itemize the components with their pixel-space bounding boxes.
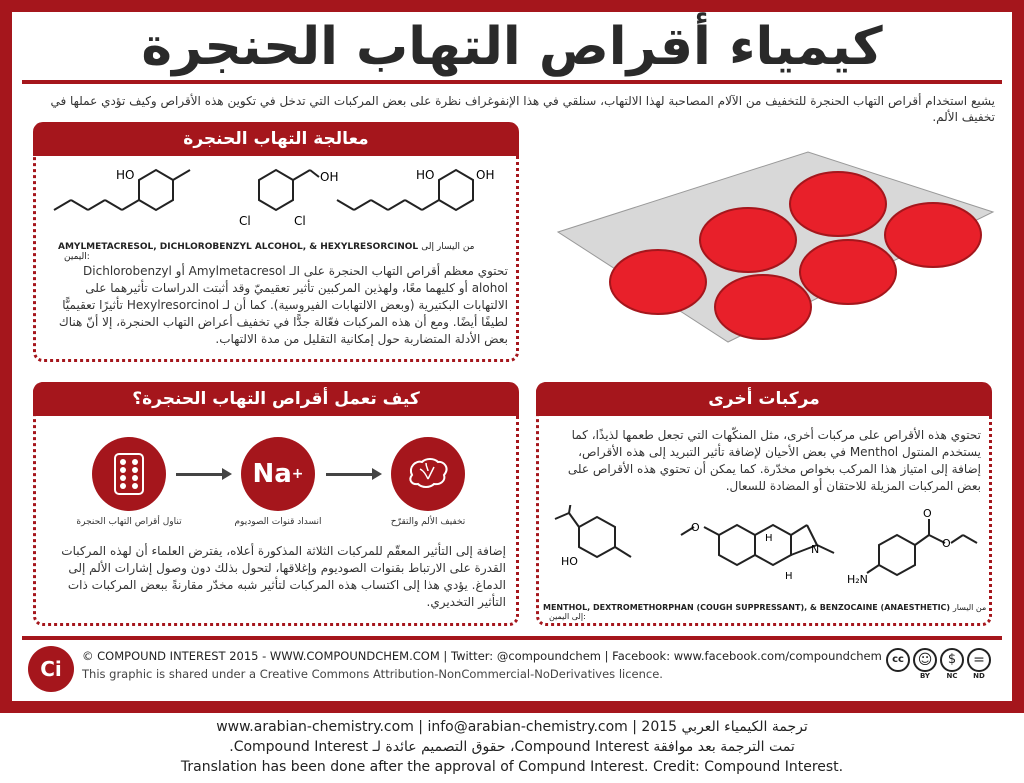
nc-icon: $ NC: [940, 648, 964, 680]
chem-label-cl: Cl: [239, 214, 251, 228]
other-caption-ar: من اليسار إلى اليمين:: [549, 603, 987, 621]
footer-copyright: © COMPOUND INTEREST 2015 - WWW.COMPOUNDCHEM.COM | Twitter: @compoundchem | Facebook: www.facebook.com/compoundchem: [82, 649, 882, 663]
na-superscript: +: [291, 466, 304, 482]
compound-interest-logo: Ci: [28, 646, 74, 692]
chem-label-h2n: H₂N: [847, 573, 868, 586]
arrow-icon-2: [326, 473, 374, 476]
how-panel-title: كيف تعمل أقراص التهاب الحنجرة؟: [33, 382, 519, 416]
cc-badge: cc: [886, 648, 910, 672]
treatment-text: تحتوي معظم أقراص التهاب الحنجرة على الـ Amylmetacresol أو Dichlorobenzyl alohol أو كليهما معًا، ولهذين المركبين تأثير تعقيميّ وقد أثبتت الدراسات تأثيرهما على الالتهابات البكتيرية (وبعض الالتهابات الفيروسية). كما أن لـ Hexylresorcinol تأثيرًا تعقيميًّا لطيفًا أيضًا. ومع أن هذه المركبات فعّالة جدًّا في تخفيف أعراض التهاب الحنجرة، إلا أنّ هناك بعض الأدلة المتضاربة حول إمكانية التقليل من مدة الالتهاب.: [58, 264, 508, 346]
chem-label-cl-2: Cl: [294, 214, 306, 228]
chem-label-h: H: [765, 533, 773, 544]
treatment-caption: [58, 242, 498, 262]
other-molecules: [549, 505, 979, 587]
chem-label-menthol-ho: HO: [561, 555, 578, 568]
other-panel: [536, 382, 992, 626]
brain-icon: [391, 437, 465, 511]
other-text: تحتوي هذه الأقراص على مركبات أخرى، مثل المنكّهات التي تجعل طعمها لذيذًا، كما يستخدم المنتول Menthol في بعض الأحيان لإضافة تأثير التبريد إلى هذه الأقراص، إضافة إلى امتياز هذا المركب بخواص مخدّرة. كما يمكن أن تحتوي هذه الأقراص على بعض المركبات المزيلة للاحتقان أو المضادة للسعال.: [567, 428, 981, 493]
by-label: BY: [919, 672, 931, 680]
credit-line-2: تمت الترجمة بعد موافقة Compound Interest، حقوق التصميم عائدة لـ Compound Interest.: [229, 739, 795, 755]
treatment-caption-ar: من اليسار إلى اليمين:: [64, 242, 475, 262]
nc-label: NC: [946, 672, 958, 680]
page-title: كيمياء أقراص التهاب الحنجرة: [141, 17, 883, 77]
treatment-panel-title: معالجة التهاب الحنجرة: [33, 122, 519, 156]
footer-licence: This graphic is shared under a Creative Commons Attribution-NonCommercial-NoDerivatives licence.: [82, 667, 663, 681]
nd-label: ND: [973, 672, 985, 680]
na-label: Na: [252, 459, 292, 489]
treatment-molecules: [44, 165, 514, 237]
intro-text: يشيع استخدام أقراص التهاب الحنجرة للتخفيف من الآلام المصاحبة لهذا الالتهاب، سنلقي في هذا الإنفوغراف نظرة على بعض المركبات التي تدخل في تكوين هذه الأقراص وكيف تؤدي عملها في تخفيف الألم.: [50, 94, 995, 124]
how-panel: [33, 382, 519, 626]
cc-icon: [886, 648, 910, 680]
other-caption-en: MENTHOL, DEXTROMETHORPHAN (COUGH SUPPRESSANT), & BENZOCAINE (ANAESTHETIC): [543, 603, 951, 612]
title-rule: [22, 80, 1002, 84]
chem-label-h-2: H: [785, 571, 793, 582]
other-caption: [543, 603, 989, 621]
credit-line-3: Translation has been done after the approval of Compund Interest. Credit: Compound Interest.: [180, 759, 844, 775]
treatment-caption-en: AMYLMETACRESOL, DICHLOROBENZYL ALCOHOL, & HEXYLRESORCINOL: [58, 242, 419, 252]
chem-label-o-3: O: [942, 537, 951, 550]
arrow-icon: [176, 473, 224, 476]
step-label-sodium: انسداد قنوات الصوديوم: [234, 517, 322, 527]
how-text: إضافة إلى التأثير المعقّم للمركبات الثلاثة المذكورة أعلاه، يفترض العلماء أن لهذه المركبات القدرة على الارتباط بقنوات الصوديوم وإغلاقها، لتحول بذلك دون وصول إشارات الألم إلى الدماغ. يؤدي هذا إلى اكتساب هذه المركبات لتأثير شبه مخدّر مقارنةً ببعض المركبات ذات التأثير التخديري.: [61, 544, 506, 609]
other-panel-title: مركبات أخرى: [536, 382, 992, 416]
chem-label-oh: OH: [320, 170, 339, 184]
step-label-lozenge: تناول أقراص التهاب الحنجرة: [76, 517, 182, 527]
sodium-ion-icon: [241, 437, 315, 511]
step-label-pain: تخفيف الألم والتقرّح: [390, 517, 466, 527]
by-icon: ☺ BY: [913, 648, 937, 680]
lozenge-blister-image: [548, 132, 998, 352]
chem-label-o-2: O: [923, 507, 932, 520]
chem-label-o: O: [691, 521, 700, 534]
nd-icon: = ND: [967, 648, 991, 680]
treatment-panel: [33, 122, 519, 362]
lozenge-icon: [92, 437, 166, 511]
chem-label-ho-2: HO: [416, 168, 435, 182]
footer: [12, 640, 1012, 701]
chem-label-n: N: [811, 543, 820, 556]
credit-line-1: www.arabian-chemistry.com | info@arabian-chemistry.com | 2015 ترجمة الكيمياء العربي: [216, 719, 808, 735]
chem-label-ho: HO: [116, 168, 135, 182]
chem-label-oh-2: OH: [476, 168, 495, 182]
cc-licence-badges: [886, 648, 991, 680]
